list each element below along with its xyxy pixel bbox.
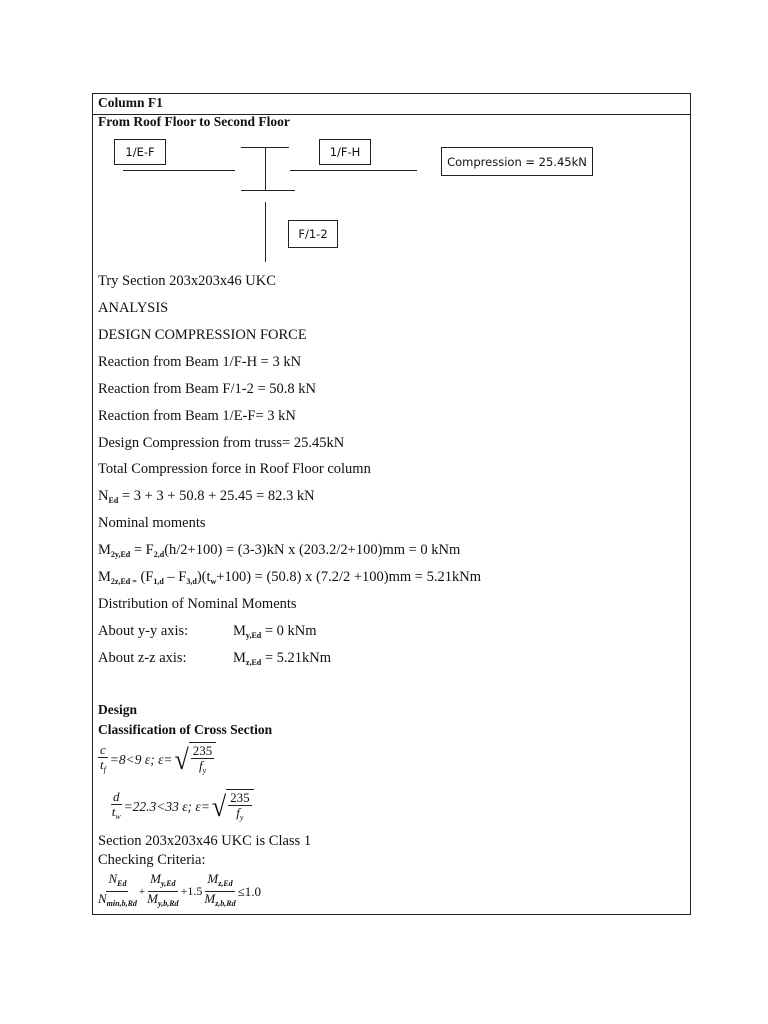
analysis-heading: ANALYSIS: [98, 300, 169, 316]
web-class-equation: $\frac{d}{t_w}$ =22.3<33 ε; ε= √ $\frac{235}{f_y}$: [111, 789, 254, 825]
interaction-criteria-equation: $\frac{N_{Ed}}{N_{min,b,Rd}}$ + $\frac{M_{y,Ed}}{M_{y,b,Rd}}$ +1.5 $\frac{M_{z,Ed}}{M_{z,b,Rd}}$ ≤1.0: [98, 872, 261, 911]
design-heading: Design: [98, 702, 138, 717]
beam-label-right: 1/F-H: [319, 139, 371, 165]
major-moment-ratio: $\frac{M_{y,Ed}}{M_{y,b,Rd}}$: [147, 871, 179, 908]
minor-moment-ratio: $\frac{M_{z,Ed}}{M_{z,b,Rd}}$: [204, 871, 236, 908]
column-bottom-flange: [241, 190, 295, 191]
try-section: Try Section 203x203x46 UKC: [98, 273, 276, 289]
right-beam-line: [290, 170, 417, 171]
checking-criteria-heading: Checking Criteria:: [98, 852, 206, 868]
about-y-label: About y-y axis:: [98, 623, 189, 639]
compression-label: Compression = 25.45kN: [441, 147, 593, 176]
lower-column-line: [265, 202, 266, 262]
reaction-line-2: Reaction from Beam F/1-2 = 50.8 kN: [98, 381, 316, 397]
column-title: Column F1: [98, 95, 163, 110]
distribution-heading: Distribution of Nominal Moments: [98, 596, 297, 612]
truss-compression: Design Compression from truss= 25.45kN: [98, 435, 345, 451]
flange-class-equation: $\frac{c}{t_f}$ =8<9 ε; ε= √ $\frac{235}{f_y}$: [98, 742, 216, 778]
reaction-line-1: Reaction from Beam 1/F-H = 3 kN: [98, 354, 302, 370]
nominal-moments-heading: Nominal moments: [98, 515, 206, 531]
column-web: [265, 147, 266, 190]
epsilon-root-2: √ $\frac{235}{f_y}$: [212, 789, 254, 825]
epsilon-root: √ $\frac{235}{f_y}$: [175, 742, 217, 778]
section-subtitle: From Roof Floor to Second Floor: [98, 114, 290, 129]
left-beam-line: [123, 170, 235, 171]
c-over-tf-fraction: $\frac{c}{t_f}$: [99, 742, 106, 774]
about-z-value: $M_{z,Ed} = 5.21kNm$: [233, 650, 332, 667]
m2z-equation: $M_{2z,Ed =}$ $(F_{1,d} - F_{3,d})(t_w+100) = (50.8)$ x (7.2/2 +100)mm = 5.21kNm: [98, 569, 481, 586]
reaction-line-3: Reaction from Beam 1/E-F= 3 kN: [98, 408, 296, 424]
class-result: Section 203x203x46 UKC is Class 1: [98, 833, 312, 849]
axial-ratio: $\frac{N_{Ed}}{N_{min,b,Rd}}$: [98, 871, 137, 908]
d-over-tw-fraction: $\frac{d}{t_w}$: [111, 789, 121, 821]
about-y-value: $M_{y,Ed} = 0$ kNm: [233, 623, 317, 640]
classification-heading: Classification of Cross Section: [98, 722, 273, 737]
total-compression: Total Compression force in Roof Floor column: [98, 461, 371, 477]
ned-equation: $N_{Ed} = 3 + 3 + 50.8 + 25.45 = 82.3$ kN: [98, 488, 315, 505]
calculation-sheet: [92, 93, 691, 915]
m2y-equation: $M_{2y,Ed} = F_{2,d}(h/2+100) = (3-3)kN$ x (203.2/2+100)mm = 0 kNm: [98, 542, 461, 559]
header-row: [93, 94, 690, 115]
beam-label-left: 1/E-F: [114, 139, 166, 165]
beam-label-bottom: F/1-2: [288, 220, 338, 248]
about-z-label: About z-z axis:: [98, 650, 187, 666]
design-compression-heading: DESIGN COMPRESSION FORCE: [98, 327, 307, 343]
